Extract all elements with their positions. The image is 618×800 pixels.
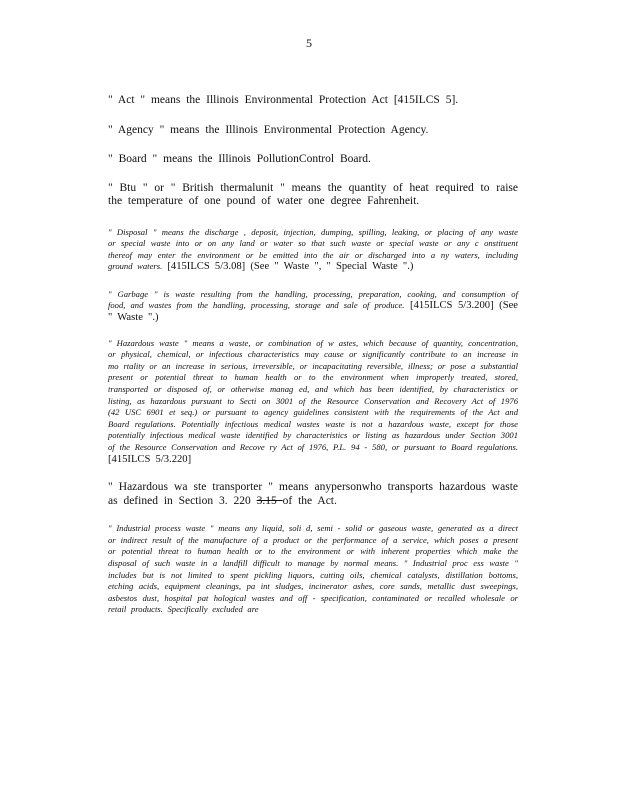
definition-garbage-citation: [415ILCS 5/3.200] (See " Waste ".) <box>108 300 519 324</box>
definition-hazardous-waste-text: " Hazardous waste " means a waste, or combination of w astes, which because of quantity, concentration, or physical, chemical, or infectious characteristics may cause or significantly contribute to an increase in mo rtality or an increase in serious, irreversible, or incapacitating reversible, illness; or pose a substantial present or potential threat to human health or to the environment when improperly treated, stored, transported or disposed of, or otherwise manag ed, and which has been identified, by characteristics or listing, as hazardous pursuant to Secti on 3001 of the Resource Conservation and Recovery Act of 1976 (42 USC 6901 et seq.) or pursuant to agency guidelines consistent with the requirements of the Act and Board regulations. Potentially infectious medical wastes waste is not a hazardous waste, except for those potentially infectious medical waste identified by characteristics or listing as hazardous under Section 3001 of the Resource Conservation and Recove ry Act of 1976, P.L. 94 - 580, or pursuant to Board regulations. <box>108 337 518 452</box>
definition-transporter-text-end: of the Act. <box>282 494 337 507</box>
definition-board: " Board " means the Illinois PollutionControl Board. <box>108 153 371 165</box>
definition-hazardous-waste-transporter <box>108 481 518 508</box>
page-number: 5 <box>306 36 312 50</box>
definition-btu: " Btu " or " British thermalunit " means the quantity of heat required to raise the temperature of one pound of water one degree Fahrenheit. <box>108 181 518 207</box>
definition-hazardous-waste-citation: [415ILCS 5/3.220] <box>108 453 192 465</box>
definition-disposal <box>108 227 518 273</box>
definition-disposal-citation: [415ILCS 5/3.08] (See " Waste ", " Special Waste ".) <box>162 261 414 273</box>
definitions-section <box>108 94 518 616</box>
definition-act: " Act " means the Illinois Environmental Protection Act [415ILCS 5]. <box>108 94 459 106</box>
definition-transporter-text: " Hazardous wa ste transporter " means anypersonwho transports hazardous waste as defined in Section 3. 220 <box>108 481 518 507</box>
definition-garbage <box>108 289 518 324</box>
definition-industrial-process-waste: " Industrial process waste " means any liquid, soli d, semi - solid or gaseous waste, generated as a direct or indirect result of the manufacture of a product or the performance of a service, which poses a present or potential threat to human health or to the environment or with inherent properties which make the disposal of such waste in a landfill difficult to manage by normal means. " Industrial proc ess waste " includes but is not limited to spent pickling liquors, cutting oils, chemical catalysts, distillation bottoms, etching acids, equipment cleanings, pa int sludges, incinerator ashes, core sands, metallic dust sweepings, asbestos dust, hospital pat hological wastes and off - specification, contaminated or recalled wholesale or retail products. Specifically excluded are <box>108 523 518 615</box>
definition-hazardous-waste <box>108 338 518 466</box>
definition-garbage-text: " Garbage " is waste resulting from the handling, processing, preparation, cooking, and consumption of food, and wastes from the handling, processing, storage and sale of produce. <box>108 288 518 311</box>
definition-disposal-text: " Disposal " means the discharge , deposit, injection, dumping, spilling, leaking, or placing of any waste or special waste into or on any land or water so that such waste or special waste or any c onstituent thereof may enter the environment or be emitted into the air or discharged into a ny waters, including ground waters. <box>108 226 518 272</box>
definition-agency: " Agency " means the Illinois Environmental Protection Agency. <box>108 123 429 136</box>
struck-section-reference: 3.15 <box>256 494 283 507</box>
